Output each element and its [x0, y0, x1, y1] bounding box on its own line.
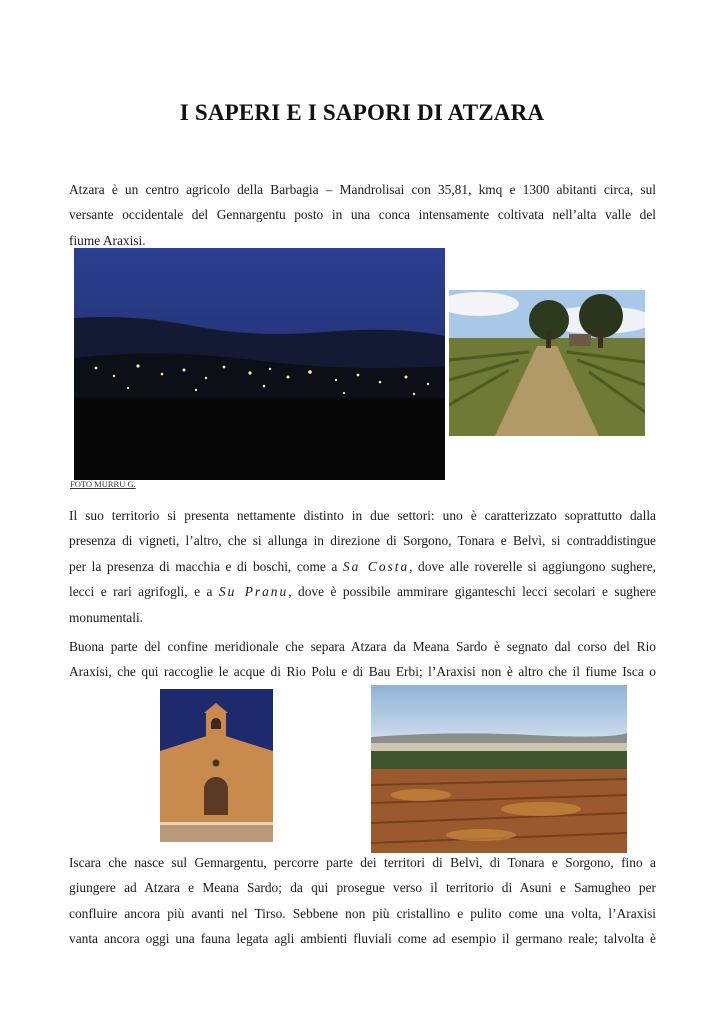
text-line: fiume Araxisi. — [69, 232, 146, 248]
page-title: I SAPERI E I SAPORI DI ATZARA — [179, 100, 545, 125]
text-line: vanta ancora oggi una fauna legata agli ambienti fluviali come ad esempio il germano reale; talvolta è — [69, 931, 656, 947]
photo-credit: FOTO MURRU G. — [70, 479, 136, 489]
photo-night-town — [74, 248, 445, 480]
intro-paragraph — [69, 177, 656, 253]
text-line: Buona parte del confine meridionale che separa Atzara da Meana Sardo è segnato dal corso del Rio — [69, 639, 656, 654]
text-line: versante occidentale del Gennargentu posto in una conca intensamente coltivata nell’alta valle del — [69, 207, 656, 223]
text-line: monumentali. — [69, 609, 144, 625]
text-line: giungere ad Atzara e Meana Sardo; da qui prosegue verso il territorio di Asuni e Samugheo per — [69, 880, 656, 896]
place-name-sa-costa: Sa Costa — [342, 558, 410, 574]
place-name-su-pranu: Su Pranu — [218, 584, 289, 600]
text-line: presenza di vigneti, l’altro, che si allunga in direzione di Sorgono, Tonara e Belvì, si contraddistingue — [69, 533, 656, 549]
river-paragraph — [69, 850, 656, 952]
photo-vineyard-panorama — [371, 685, 627, 853]
border-paragraph — [69, 634, 656, 685]
photo-vineyard-path — [449, 290, 645, 436]
text-line: Atzara è un centro agricolo della Barbagia – Mandrolisai con 35,81, kmq e 1300 abitanti circa, sul — [69, 182, 656, 197]
text-line: Il suo territorio si presenta nettamente distinto in due settori: uno è caratterizzato soprattutto dalla — [69, 508, 656, 523]
text-line — [69, 579, 656, 604]
text-line: Iscara che nasce sul Gennargentu, percorre parte dei territori di Belvì, di Tonara e Sorgono, fino a — [69, 855, 656, 870]
text-fragment: lecci e rari agrifogli, e a — [69, 584, 219, 600]
text-line: Araxisi, che qui raccoglie le acque di Rio Polu e di Bau Erbi; l’Araxisi non è altro che il fiume Isca o — [69, 664, 656, 680]
photo-church — [160, 689, 273, 842]
text-line — [69, 554, 656, 579]
text-fragment: , dove alle roverelle si aggiungono sughere, — [409, 558, 656, 574]
territory-paragraph — [69, 503, 656, 630]
text-line: confluire ancora più avanti nel Tirso. Sebbene non più cristallino e pulito come una volta, l’Araxisi — [69, 905, 656, 921]
text-fragment: per la presenza di macchia e di boschi, come a — [69, 558, 343, 574]
text-fragment: , dove è possibile ammirare giganteschi lecci secolari e sughere — [288, 584, 657, 600]
